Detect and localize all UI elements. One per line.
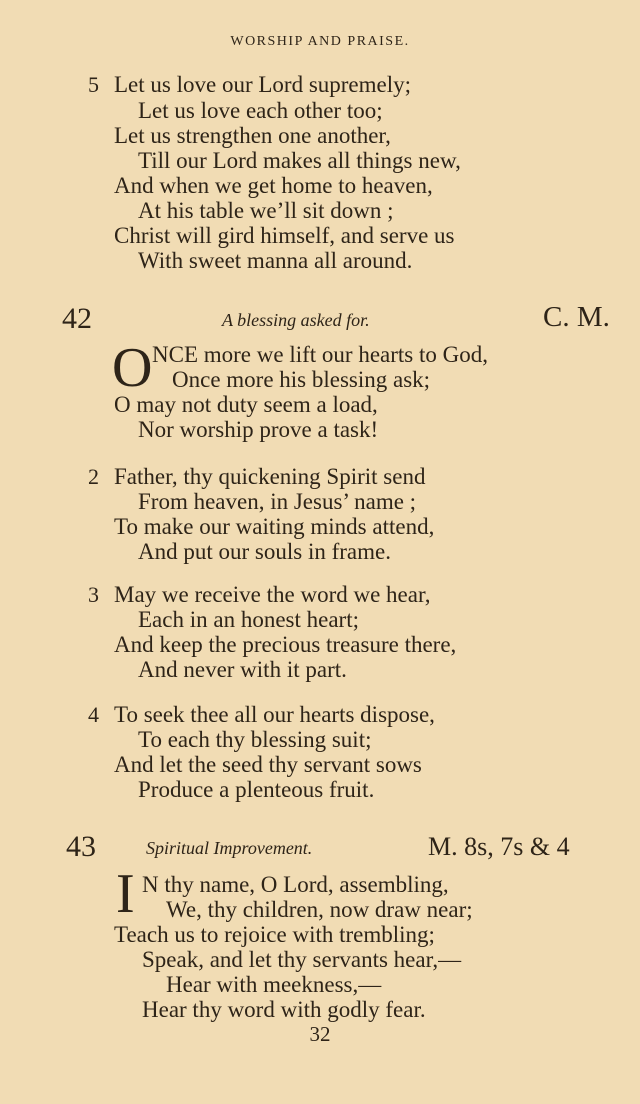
verse-line: From heaven, in Jesus’ name ;	[138, 489, 417, 514]
hymn-subtitle: Spiritual Improvement.	[146, 838, 313, 858]
verse-line: Produce a plenteous fruit.	[138, 777, 375, 802]
stanza-number: 3	[88, 582, 99, 607]
verse-line: Once more his blessing ask;	[172, 367, 431, 392]
verse-line: Let us love our Lord supremely;	[114, 72, 412, 97]
verse-line: Each in an honest heart;	[138, 607, 359, 632]
verse-line: Nor worship prove a task!	[138, 417, 379, 442]
verse-line: And let the seed thy servant sows	[114, 752, 422, 777]
verse-line: With sweet manna all around.	[138, 248, 413, 273]
hymn-subtitle: A blessing asked for.	[222, 310, 370, 330]
verse-line: May we receive the word we hear,	[114, 582, 431, 607]
verse-line: To make our waiting minds attend,	[114, 514, 435, 539]
stanza-number: 5	[88, 72, 99, 97]
running-header: WORSHIP AND PRAISE.	[230, 34, 410, 49]
verse-line: Teach us to rejoice with trembling;	[114, 922, 435, 947]
verse-line: And keep the precious treasure there,	[114, 632, 457, 657]
hymn-meter: M. 8s, 7s & 4	[428, 832, 570, 861]
verse-line: And when we get home to heaven,	[114, 173, 433, 198]
hymn-number: 43	[66, 830, 96, 863]
drop-cap: I	[116, 863, 135, 925]
verse-line: Hear with meekness,—	[166, 972, 382, 997]
page-number: 32	[309, 1022, 331, 1046]
verse-line: To each thy blessing suit;	[138, 727, 372, 752]
stanza-number: 4	[88, 702, 99, 727]
verse-line: At his table we’ll sit down ;	[138, 198, 394, 223]
verse-line: Father, thy quickening Spirit send	[114, 464, 426, 489]
verse-line: We, thy children, now draw near;	[166, 897, 473, 922]
hymn-meter: C. M.	[543, 301, 610, 333]
verse-line: And put our souls in frame.	[138, 539, 391, 564]
verse-line: Hear thy word with godly fear.	[142, 997, 426, 1022]
verse-line: Let us love each other too;	[138, 98, 383, 123]
verse-line: Let us strengthen one another,	[114, 123, 391, 148]
verse-line: Till our Lord makes all things new,	[138, 148, 461, 173]
hymn-number: 42	[62, 302, 92, 335]
stanza-number: 2	[88, 464, 99, 489]
verse-line: NCE more we lift our hearts to God,	[152, 342, 488, 367]
verse-line: And never with it part.	[138, 657, 347, 682]
drop-cap: O	[112, 337, 153, 399]
verse-line: Speak, and let thy servants hear,—	[142, 947, 462, 972]
verse-line: N thy name, O Lord, assembling,	[142, 872, 449, 897]
verse-line: To seek thee all our hearts dispose,	[114, 702, 435, 727]
verse-line: Christ will gird himself, and serve us	[114, 223, 455, 248]
verse-line: O may not duty seem a load,	[114, 392, 378, 417]
